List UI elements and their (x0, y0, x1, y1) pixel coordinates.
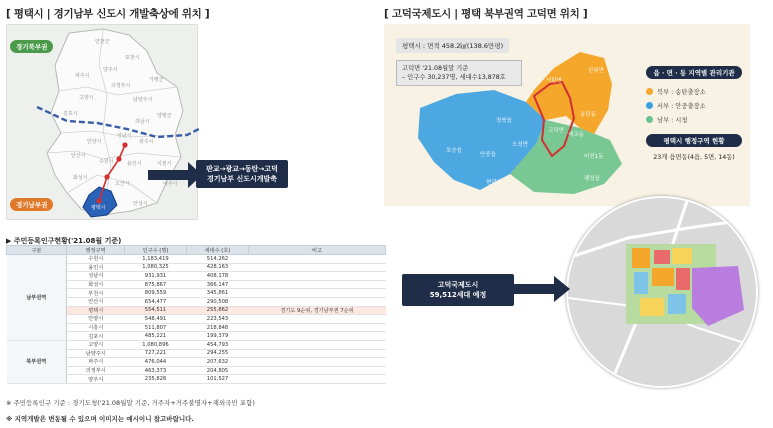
cell-city: 남양주시 (67, 349, 125, 358)
svg-text:포승읍: 포승읍 (446, 148, 462, 154)
cell-note (249, 289, 386, 298)
legend-item-west (646, 101, 742, 110)
right-section-title: [ 고덕국제도시 | 평택 북부권역 고덕면 위치 ] (384, 8, 588, 20)
cell-pop: 1,080,325 (125, 263, 187, 272)
godeok-info-line2: – 인구수 30,237명, 세대수13,878호 (402, 74, 506, 81)
cell-hh: 255,862 (187, 306, 249, 315)
cell-pop: 727,221 (125, 349, 187, 358)
disclaimer-note: ※ 지역개발은 변동될 수 있으며 이미지는 예시이니 참고바랍니다. (6, 415, 194, 423)
cell-note (249, 280, 386, 289)
cell-city: 고양시 (67, 340, 125, 349)
table-row (7, 340, 386, 349)
cell-note (249, 315, 386, 324)
svg-text:화성시: 화성시 (73, 175, 88, 181)
cell-note (249, 340, 386, 349)
svg-text:성남시: 성남시 (117, 133, 132, 139)
admin-head: 평택시 행정구역 현황 (646, 134, 742, 147)
svg-text:오성면: 오성면 (512, 142, 528, 148)
cell-note (249, 366, 386, 375)
cell-pop: 511,807 (125, 323, 187, 332)
legend-label-south: 남부 : 시청 (657, 117, 688, 124)
col-households: 세대수 (호) (187, 246, 249, 255)
svg-text:비전1동: 비전1동 (584, 154, 604, 160)
cell-pop: 654,477 (125, 297, 187, 306)
cell-city: 화성시 (67, 280, 125, 289)
west-dot-icon (646, 102, 653, 109)
pyeongtaek-map-label: 평택시 (91, 205, 106, 211)
svg-text:안성시: 안성시 (133, 201, 148, 207)
svg-text:하남시: 하남시 (135, 119, 150, 125)
godeok-callout-line2: 59,512세대 예정 (429, 291, 487, 299)
col-population: 인구수 (명) (125, 246, 187, 255)
cell-pop: 1,183,419 (125, 255, 187, 264)
cell-city: 부천시 (67, 289, 125, 298)
cell-hh: 454,793 (187, 340, 249, 349)
svg-text:송탄동: 송탄동 (580, 112, 596, 118)
cell-hh: 294,255 (187, 349, 249, 358)
cell-city: 수원시 (67, 255, 125, 264)
cell-note (249, 272, 386, 281)
area-label: 평택시 : 면적 458.2㎢(138.6만평) (396, 38, 509, 53)
cell-hh: 223,543 (187, 315, 249, 324)
cell-city: 안산시 (67, 297, 125, 306)
callout-line2: 경기남부 신도시개발축 (206, 175, 278, 183)
svg-text:오산시: 오산시 (115, 181, 130, 187)
cell-hh: 199,379 (187, 332, 249, 341)
svg-text:연천군: 연천군 (95, 39, 110, 45)
cell-pop: 1,080,896 (125, 340, 187, 349)
cell-note (249, 255, 386, 264)
south-dot-icon (646, 116, 653, 123)
svg-text:양평군: 양평군 (157, 113, 172, 119)
cell-city: 의정부시 (67, 366, 125, 375)
legend-label-north: 북부 : 송탄출장소 (657, 89, 706, 96)
north-dot-icon (646, 88, 653, 95)
gyeonggi-map-panel (6, 24, 198, 220)
svg-text:김포시: 김포시 (63, 111, 78, 117)
cell-hh: 366,147 (187, 280, 249, 289)
svg-text:진위면: 진위면 (588, 68, 604, 74)
svg-text:여주시: 여주시 (163, 181, 178, 187)
cell-pop: 548,491 (125, 315, 187, 324)
legend-item-south (646, 115, 742, 124)
source-note: ※ 주민등록인구 기준 : 경기도청('21.08월말 기준, 거주자+거주불명자+재외국민 포함) (6, 399, 255, 407)
region-cell: 북부권역 (7, 340, 67, 383)
admin-text: 23개 읍면동(4읍, 5면, 14동) (653, 154, 735, 161)
cell-city: 양주시 (67, 375, 125, 384)
cell-hh: 101,527 (187, 375, 249, 384)
cell-city: 안양시 (67, 315, 125, 324)
godeok-city-callout (402, 274, 514, 306)
cell-city: 김포시 (67, 332, 125, 341)
col-city: 행정구역 (67, 246, 125, 255)
region-cell: 남부권역 (7, 255, 67, 341)
gyeonggi-map (7, 25, 199, 221)
svg-text:세교동: 세교동 (568, 132, 584, 138)
cell-pop: 931,931 (125, 272, 187, 281)
cell-city: 성남시 (67, 272, 125, 281)
cell-note (249, 349, 386, 358)
col-region: 구분 (7, 246, 67, 255)
table-row (7, 255, 386, 264)
cell-note (249, 375, 386, 384)
svg-text:안중읍: 안중읍 (480, 152, 496, 158)
cell-note (249, 263, 386, 272)
cell-note (249, 358, 386, 367)
cell-pop: 554,511 (125, 306, 187, 315)
cell-hh: 514,262 (187, 255, 249, 264)
callout-line1: 판교→광교→동탄→고덕 (206, 165, 278, 173)
cell-city: 평택시 (67, 306, 125, 315)
cell-hh: 204,805 (187, 366, 249, 375)
cell-pop: 476,044 (125, 358, 187, 367)
aerial-map-circle (566, 196, 758, 388)
svg-text:양주시: 양주시 (103, 67, 118, 73)
cell-note (249, 297, 386, 306)
svg-text:가평군: 가평군 (149, 77, 164, 83)
north-gyeonggi-badge: 경기북부권 (10, 40, 53, 53)
svg-text:의정부시: 의정부시 (111, 83, 131, 89)
svg-text:서탄면: 서탄면 (546, 78, 562, 84)
cell-pop: 463,373 (125, 366, 187, 375)
cell-pop: 485,221 (125, 332, 187, 341)
svg-text:이천시: 이천시 (157, 161, 172, 167)
district-legend (646, 66, 742, 184)
cell-city: 용인시 (67, 263, 125, 272)
svg-text:포천시: 포천시 (125, 55, 140, 61)
cell-note (249, 332, 386, 341)
cell-hh: 218,848 (187, 323, 249, 332)
population-table-wrap (6, 245, 386, 384)
svg-text:용인시: 용인시 (127, 161, 142, 167)
cell-note: 경기도 9순위, 경기남부권 7순위 (249, 306, 386, 315)
cell-hh: 408,178 (187, 272, 249, 281)
svg-text:고덕면: 고덕면 (548, 128, 564, 134)
svg-text:현덕면: 현덕면 (486, 180, 502, 186)
legend-item-north (646, 87, 742, 96)
aerial-map (568, 198, 758, 388)
svg-text:수원시: 수원시 (99, 159, 114, 165)
legend-label-west: 서부 : 안중출장소 (657, 103, 706, 110)
left-section-title: [ 평택시 | 경기남부 신도시 개발축상에 위치 ] (6, 8, 210, 20)
svg-text:파주시: 파주시 (75, 73, 90, 79)
cell-city: 시흥시 (67, 323, 125, 332)
table-body (7, 255, 386, 384)
callout-arrow-right (512, 276, 572, 302)
svg-text:고양시: 고양시 (79, 95, 94, 101)
cell-pop: 809,559 (125, 289, 187, 298)
godeok-info-line1: 고덕면 '21.08월말 기준 (402, 65, 469, 72)
svg-text:팽성읍: 팽성읍 (584, 176, 600, 182)
svg-text:안양시: 안양시 (87, 139, 102, 145)
godeok-callout-line1: 고덕국제도시 (437, 281, 479, 289)
cell-hh: 345,861 (187, 289, 249, 298)
svg-text:안산시: 안산시 (71, 153, 86, 159)
cell-hh: 290,508 (187, 297, 249, 306)
cell-pop: 235,828 (125, 375, 187, 384)
population-heading: ▶ 주민등록인구현황('21.08월 기준) (6, 237, 122, 245)
cell-hh: 207,632 (187, 358, 249, 367)
population-table (6, 245, 386, 384)
south-gyeonggi-badge: 경기남부권 (10, 198, 53, 211)
cell-hh: 428,163 (187, 263, 249, 272)
svg-text:청북읍: 청북읍 (496, 118, 512, 124)
cell-note (249, 323, 386, 332)
cell-pop: 875,867 (125, 280, 187, 289)
svg-text:광주시: 광주시 (139, 139, 154, 145)
svg-text:남양주시: 남양주시 (133, 97, 153, 103)
south-axis-callout (196, 160, 288, 188)
col-note: 비고 (249, 246, 386, 255)
godeok-info-box (396, 60, 522, 86)
table-header-row (7, 246, 386, 255)
legend-head: 읍 · 면 · 동 지역별 관리기관 (646, 66, 742, 79)
cell-city: 파주시 (67, 358, 125, 367)
